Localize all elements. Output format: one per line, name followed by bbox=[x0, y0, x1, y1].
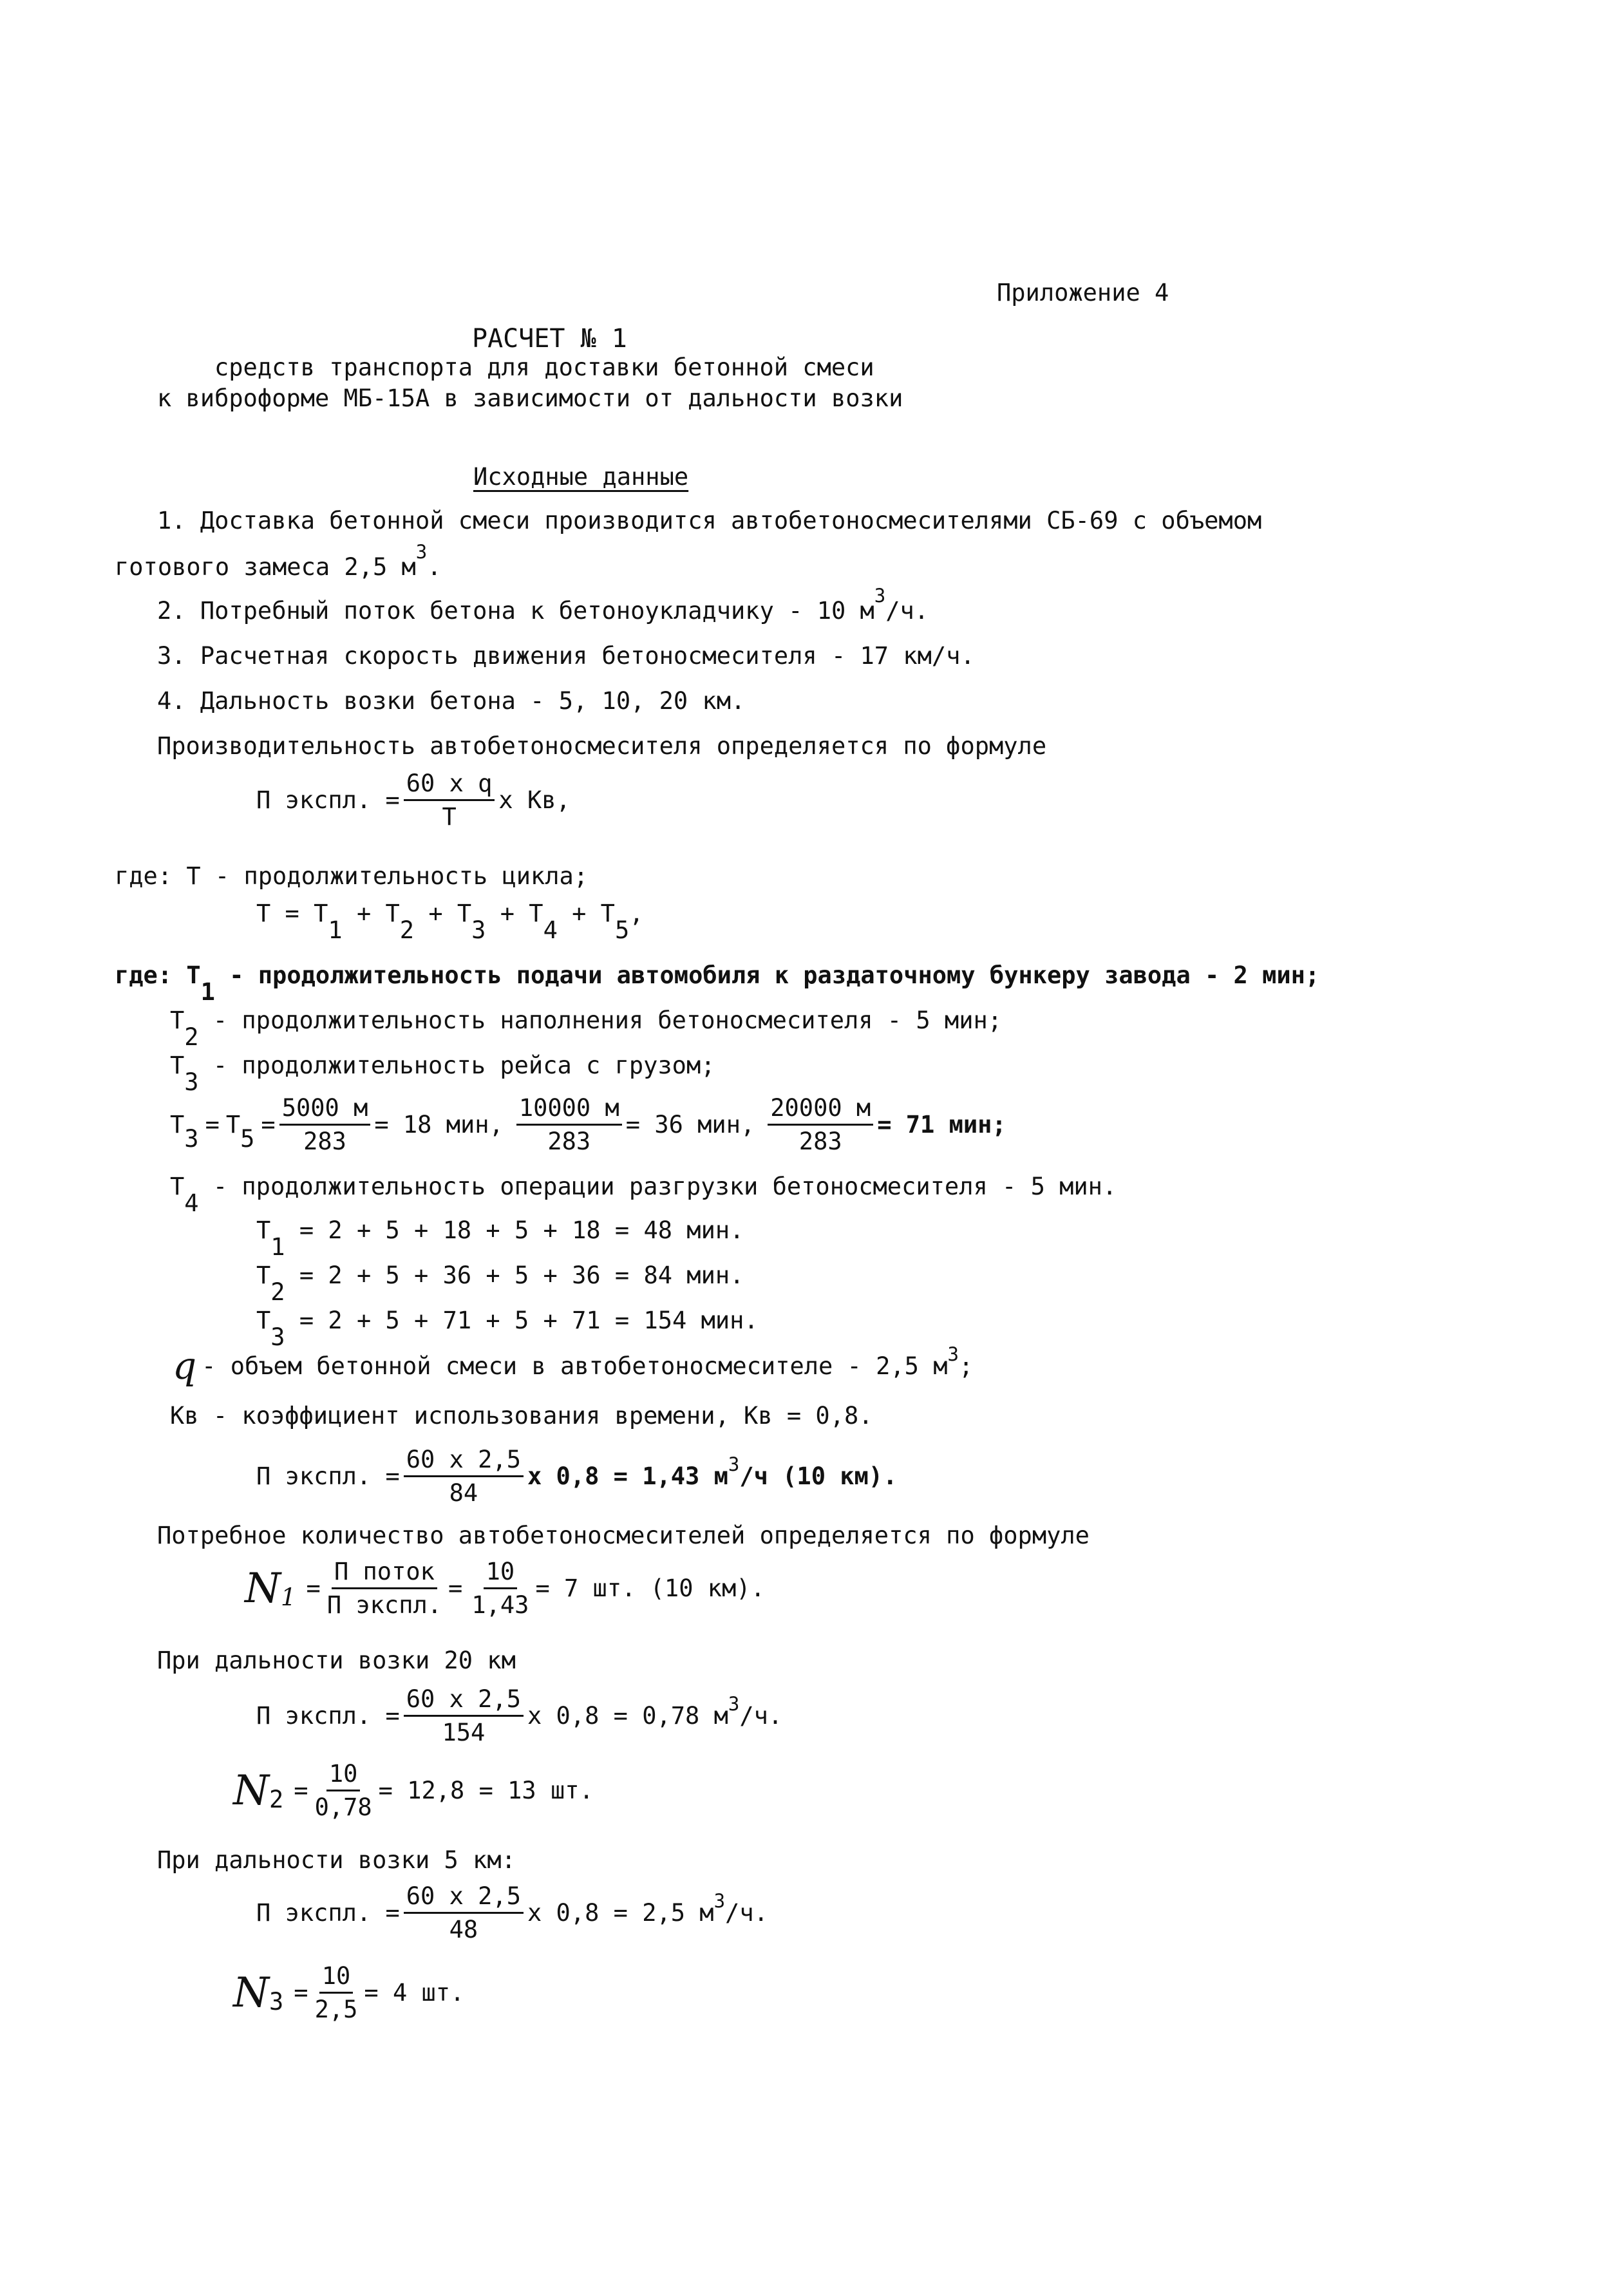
q-symbol: q bbox=[173, 1344, 197, 1388]
n2-symbol: N bbox=[233, 1766, 269, 1815]
item-4: 4. Дальность возки бетона - 5, 10, 20 км. bbox=[157, 687, 746, 715]
item-2: 2. Потребный поток бетона к бетоноукладчику - 10 $м^3/ч$. bbox=[157, 585, 929, 625]
item-3: 3. Расчетная скорость движения бетоносмесителя - 17 км/ч. bbox=[157, 642, 975, 670]
productivity-formula: П экспл. = $\frac{\text{60 x q}}{Т}$ x Кв, bbox=[256, 770, 571, 831]
cycle-definition: где: Т - продолжительность цикла; bbox=[115, 862, 589, 890]
cycle-3: Т3 = 2 + 5 + 71 + 5 + 71 = 154 мин. bbox=[256, 1307, 759, 1351]
section-heading: Исходные данные bbox=[473, 463, 689, 491]
formula-fraction: $\frac{\text{60 x q}}{Т}$ bbox=[404, 771, 495, 829]
cycle-1: Т1 = 2 + 5 + 18 + 5 + 18 = 48 мин. bbox=[256, 1216, 744, 1261]
q-definition: q - объем бетонной смеси в автобетоносмесителе - 2,5 м 3 ; bbox=[173, 1343, 974, 1388]
cycle-2: Т2 = 2 + 5 + 36 + 5 + 36 = 84 мин. bbox=[256, 1261, 744, 1306]
dist20-label: При дальности возки 20 км bbox=[157, 1647, 516, 1674]
document-subtitle-line2: к виброформе МБ-15А в зависимости от дальности возки bbox=[157, 384, 903, 412]
n1-symbol: N bbox=[245, 1564, 281, 1612]
cycle-sum: Т = Т1 + Т2 + Т3 + Т4 + Т5, bbox=[256, 900, 644, 944]
n3-symbol: N bbox=[233, 1969, 269, 2017]
t3-calculation: Т 3 = Т 5 = $\frac{5000 м}{283}$ = 18 мин, $\frac{10000 м}{283}$ = 36 мин, $\frac{20000 м}{283}$ = 71 мин; bbox=[170, 1094, 1006, 1155]
item-1-line1: 1. Доставка бетонной смеси производится автобетоносмесителями СБ-69 с объемом bbox=[157, 507, 1262, 534]
formula-intro: Производительность автобетоносмесителя определяется по формуле bbox=[157, 732, 1047, 760]
document-subtitle-line1: средств транспорта для доставки бетонной смеси bbox=[214, 354, 874, 381]
appendix-label: Приложение 4 bbox=[997, 279, 1169, 307]
dist5-label: При дальности возки 5 км: bbox=[157, 1846, 516, 1874]
n2-formula: N 2 = $\frac{10}{0,78}$ = 12,8 = 13 шт. bbox=[233, 1760, 594, 1821]
kv-definition: Кв - коэффициент использования времени, Кв = 0,8. bbox=[170, 1402, 873, 1430]
document-title: РАСЧЕТ № 1 bbox=[472, 324, 627, 354]
t3-definition: Т3 - продолжительность рейса с грузом; bbox=[170, 1052, 715, 1096]
productivity-5km: П экспл. = $\frac{60 x 2,5}{48}$ x 0,8 = 2,5 м 3 /ч. bbox=[256, 1882, 768, 1943]
item-1-line2: готового замеса 2,5 $м^3$. bbox=[115, 541, 442, 581]
t2-definition: Т2 - продолжительность наполнения бетоносмесителя - 5 мин; bbox=[170, 1006, 1003, 1051]
n1-formula: N 1 = $\frac{\text{П поток}}{\text{П экспл.}}$ = $\frac{10}{1,43}$ = 7 шт. (10 км). bbox=[245, 1558, 765, 1619]
productivity-20km: П экспл. = $\frac{60 x 2,5}{154}$ x 0,8 = 0,78 м 3 /ч. bbox=[256, 1685, 783, 1746]
t1-definition: где: Т1 - продолжительность подачи автомобиля к раздаточному бункеру завода - 2 мин; bbox=[115, 961, 1320, 1006]
n3-formula: N 3 = $\frac{10}{2,5}$ = 4 шт. bbox=[233, 1962, 465, 2023]
productivity-10km: П экспл. = $\frac{60 x 2,5}{84}$ x 0,8 = 1,43 м 3 /ч (10 км). bbox=[256, 1446, 898, 1507]
t4-definition: Т4 - продолжительность операции разгрузки бетоносмесителя - 5 мин. bbox=[170, 1173, 1117, 1217]
need-intro: Потребное количество автобетоносмесителей определяется по формуле bbox=[157, 1522, 1090, 1549]
